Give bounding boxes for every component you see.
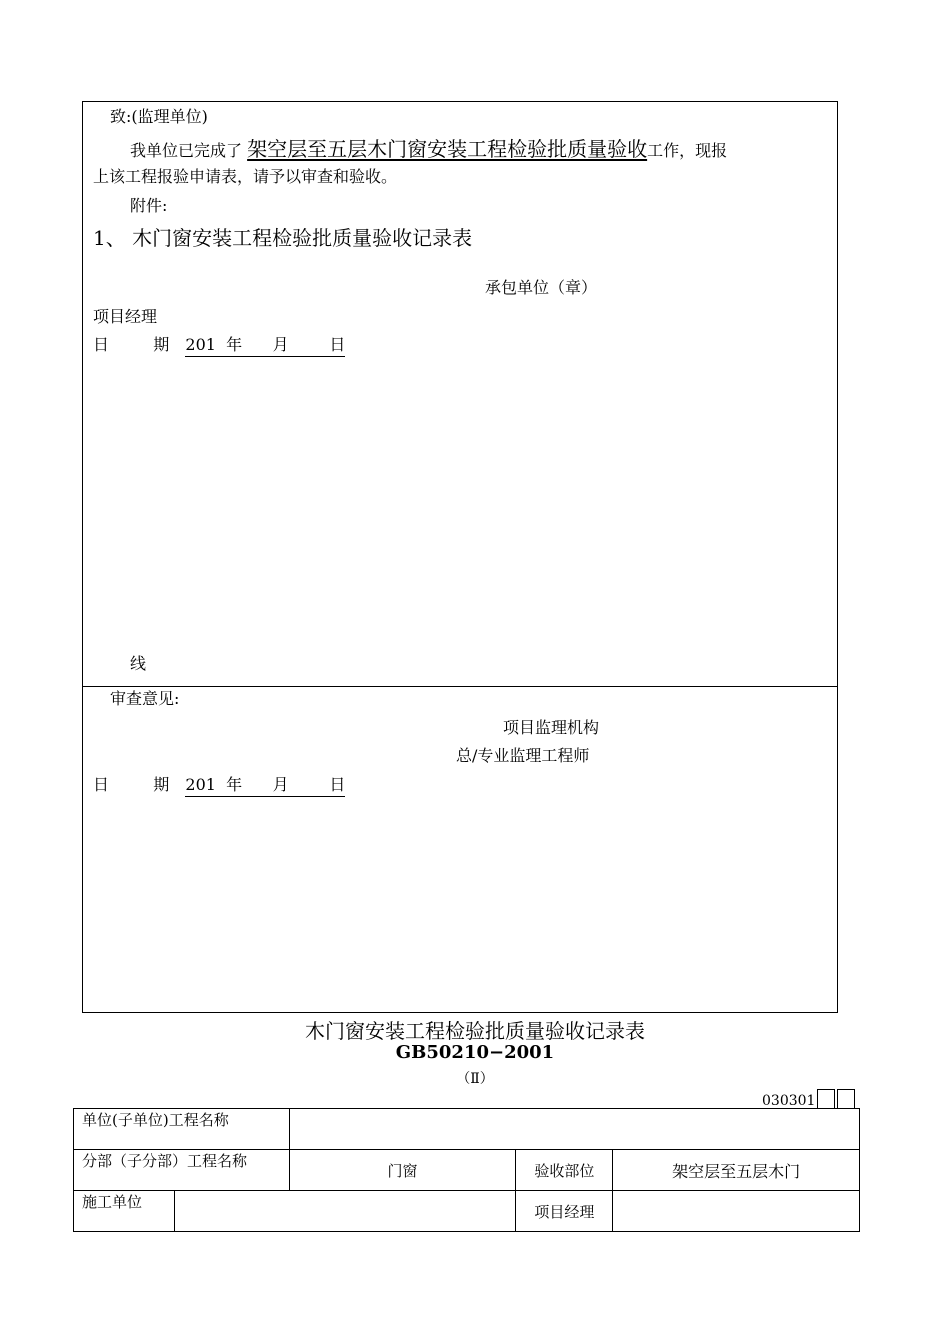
table-row	[74, 1191, 860, 1232]
project-manager-label: 项目经理	[93, 307, 158, 326]
contractor-seal: 承包单位（章）	[485, 278, 598, 297]
info-table	[73, 1108, 860, 1232]
code-box-2	[837, 1089, 855, 1109]
date-line-1	[93, 332, 345, 357]
record-part: （Ⅱ）	[456, 1071, 494, 1087]
date-value: 201 年 月 日	[185, 332, 345, 357]
project-name: 架空层至五层木门窗安装工程检验批质量验收	[247, 137, 648, 161]
record-title: 木门窗安装工程检验批质量验收记录表	[305, 1019, 645, 1043]
code-box-1	[817, 1089, 835, 1109]
letter-body-line1	[130, 133, 727, 162]
date-label-day: 日	[93, 775, 110, 794]
subdivision-value: 门窗	[289, 1150, 516, 1191]
project-manager-label: 项目经理	[516, 1191, 613, 1232]
attachment-label: 附件:	[130, 196, 168, 215]
supervision-org: 项目监理机构	[503, 718, 600, 737]
construction-unit-label: 施工单位	[74, 1191, 175, 1232]
review-opinion-label: 审查意见:	[110, 689, 180, 708]
date-label-day: 日	[93, 335, 110, 354]
unit-project-value	[289, 1109, 859, 1150]
record-code-text: 030301	[762, 1093, 816, 1109]
body-suffix: 工作，现报	[647, 141, 728, 160]
section-divider	[83, 686, 837, 687]
table-row	[74, 1150, 860, 1191]
date-label-period: 期	[153, 335, 170, 354]
addressee: 致:(监理单位)	[110, 107, 208, 126]
date-label-period: 期	[153, 775, 170, 794]
letter-body-line2: 上该工程报验申请表，请予以审查和验收。	[93, 167, 398, 186]
acceptance-part-value: 架空层至五层木门	[613, 1150, 860, 1191]
body-prefix: 我单位已完成了	[130, 141, 243, 160]
date-line-2	[93, 772, 345, 797]
application-form-box	[82, 101, 838, 1013]
record-standard: GB50210−2001	[395, 1042, 555, 1063]
line-char: 线	[130, 654, 147, 673]
date-value: 201 年 月 日	[185, 772, 345, 797]
attachment-item: 1、 木门窗安装工程检验批质量验收记录表	[93, 226, 473, 250]
acceptance-part-label: 验收部位	[516, 1150, 613, 1191]
supervision-engineer: 总/专业监理工程师	[456, 746, 590, 765]
record-code	[762, 1089, 855, 1109]
unit-project-label: 单位(子单位)工程名称	[74, 1109, 290, 1150]
project-manager-value	[613, 1191, 860, 1232]
table-row	[74, 1109, 860, 1150]
subdivision-label: 分部（子分部）工程名称	[74, 1150, 290, 1191]
construction-unit-value	[174, 1191, 516, 1232]
